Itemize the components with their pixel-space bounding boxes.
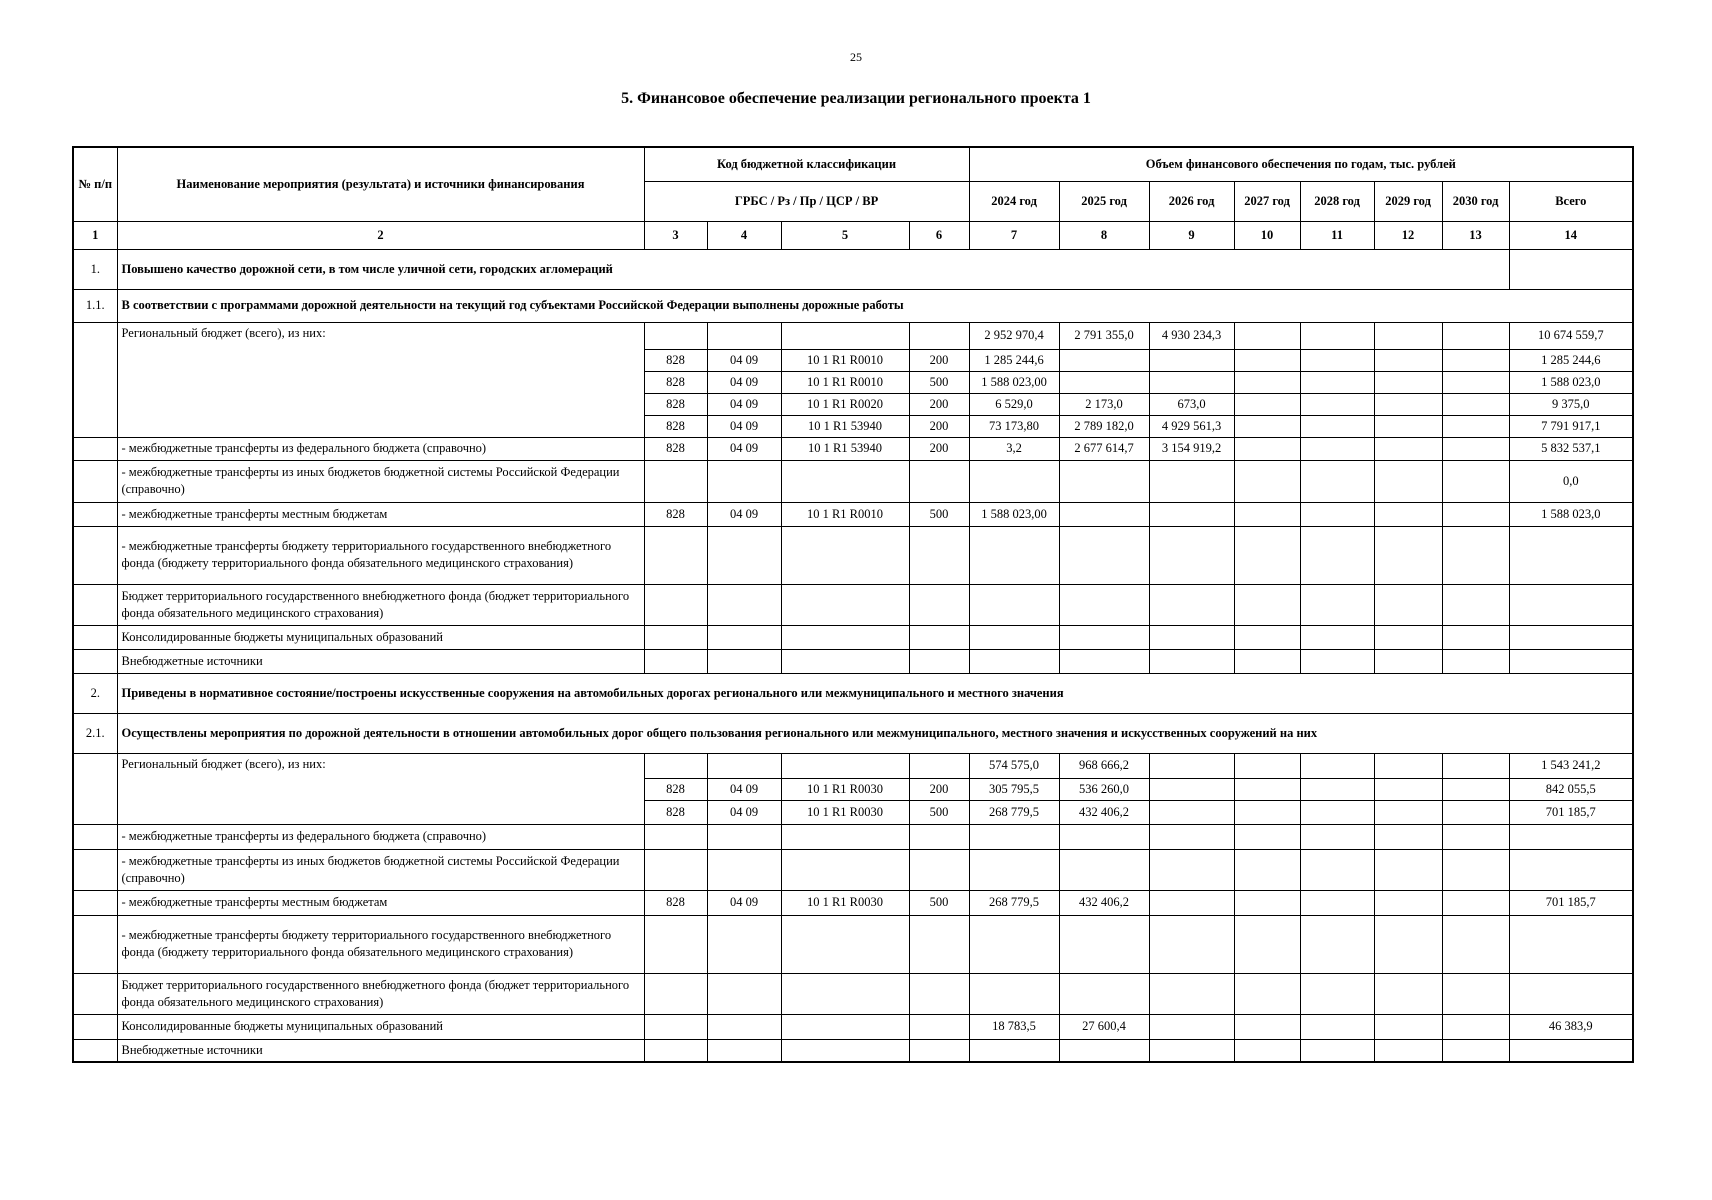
header-code-group: Код бюджетной классификации — [644, 147, 969, 181]
cell-csr: 10 1 R1 53940 — [781, 437, 909, 460]
cell-vr: 500 — [909, 371, 969, 393]
cell-vr: 200 — [909, 415, 969, 437]
col-number: 12 — [1374, 221, 1442, 249]
cell-total: 46 383,9 — [1509, 1014, 1633, 1039]
cell-rz: 04 09 — [707, 393, 781, 415]
col-number: 4 — [707, 221, 781, 249]
cell-total: 0,0 — [1509, 460, 1633, 502]
section-num: 2.1. — [73, 713, 117, 753]
cell-value — [1059, 349, 1149, 371]
cell-grbs: 828 — [644, 502, 707, 526]
section-title: В соответствии с программами дорожной деятельности на текущий год субъектами Российской Федерации выполнены дорожные работы — [117, 289, 1633, 322]
cell-total: 701 185,7 — [1509, 890, 1633, 915]
header-year: 2030 год — [1442, 181, 1509, 221]
cell-value: 2 952 970,4 — [969, 322, 1059, 349]
header-year: 2027 год — [1234, 181, 1300, 221]
cell-rz: 04 09 — [707, 890, 781, 915]
row-label: Внебюджетные источники — [117, 1039, 644, 1062]
col-number: 10 — [1234, 221, 1300, 249]
cell-value: 432 406,2 — [1059, 890, 1149, 915]
cell-grbs: 828 — [644, 349, 707, 371]
cell-rz: 04 09 — [707, 800, 781, 824]
cell-value — [1149, 371, 1234, 393]
cell-grbs: 828 — [644, 393, 707, 415]
cell-grbs: 828 — [644, 800, 707, 824]
table-row — [73, 1014, 1633, 1039]
section-title: Повышено качество дорожной сети, в том числе уличной сети, городских агломераций — [117, 249, 1509, 289]
section-num: 2. — [73, 673, 117, 713]
row-label: Консолидированные бюджеты муниципальных образований — [117, 1014, 644, 1039]
cell-value: 3,2 — [969, 437, 1059, 460]
col-number: 14 — [1509, 221, 1633, 249]
table-row — [73, 1039, 1633, 1062]
header-num: № п/п — [73, 147, 117, 221]
table-row — [73, 322, 1633, 349]
cell-value: 1 285 244,6 — [969, 349, 1059, 371]
cell-rz: 04 09 — [707, 502, 781, 526]
col-number: 2 — [117, 221, 644, 249]
cell-total: 1 285 244,6 — [1509, 349, 1633, 371]
cell-value: 574 575,0 — [969, 753, 1059, 778]
section-row — [73, 289, 1633, 322]
row-label: Региональный бюджет (всего), из них: — [117, 322, 644, 437]
row-label: - межбюджетные трансферты бюджету территориального государственного внебюджетного фонда (бюджету территориального фонда обязательного медицинского страхования) — [117, 915, 644, 973]
row-label: Региональный бюджет (всего), из них: — [117, 753, 644, 824]
cell-vr: 500 — [909, 890, 969, 915]
cell-value: 1 588 023,00 — [969, 502, 1059, 526]
col-number: 8 — [1059, 221, 1149, 249]
cell-grbs: 828 — [644, 371, 707, 393]
cell-total: 842 055,5 — [1509, 778, 1633, 800]
section-row — [73, 713, 1633, 753]
cell-grbs: 828 — [644, 415, 707, 437]
cell-value — [1059, 371, 1149, 393]
row-label: - межбюджетные трансферты из федерального бюджета (справочно) — [117, 824, 644, 849]
row-label: - межбюджетные трансферты из федерального бюджета (справочно) — [117, 437, 644, 460]
cell-total: 5 832 537,1 — [1509, 437, 1633, 460]
col-number: 3 — [644, 221, 707, 249]
col-number: 7 — [969, 221, 1059, 249]
cell-csr: 10 1 R1 R0020 — [781, 393, 909, 415]
page-number: 25 — [850, 50, 862, 64]
cell-value: 27 600,4 — [1059, 1014, 1149, 1039]
cell-csr: 10 1 R1 R0030 — [781, 800, 909, 824]
section-num: 1.1. — [73, 289, 117, 322]
header-code-sub: ГРБС / Рз / Пр / ЦСР / ВР — [644, 181, 969, 221]
cell-rz: 04 09 — [707, 349, 781, 371]
table-row — [73, 753, 1633, 778]
cell-value: 536 260,0 — [1059, 778, 1149, 800]
table-row — [73, 649, 1633, 673]
cell-value: 6 529,0 — [969, 393, 1059, 415]
cell-value — [1149, 349, 1234, 371]
header-year: 2026 год — [1149, 181, 1234, 221]
col-number: 1 — [73, 221, 117, 249]
col-number: 9 — [1149, 221, 1234, 249]
cell-total: 1 588 023,0 — [1509, 502, 1633, 526]
cell-csr: 10 1 R1 R0030 — [781, 890, 909, 915]
cell-grbs: 828 — [644, 890, 707, 915]
row-label: - межбюджетные трансферты местным бюджетам — [117, 502, 644, 526]
cell-value: 73 173,80 — [969, 415, 1059, 437]
cell-value: 1 588 023,00 — [969, 371, 1059, 393]
cell-csr: 10 1 R1 R0010 — [781, 349, 909, 371]
cell-rz: 04 09 — [707, 371, 781, 393]
row-label: - межбюджетные трансферты из иных бюджетов бюджетной системы Российской Федерации (справочно) — [117, 460, 644, 502]
cell-value: 968 666,2 — [1059, 753, 1149, 778]
table-row — [73, 437, 1633, 460]
table-row — [73, 460, 1633, 502]
cell-value: 2 789 182,0 — [1059, 415, 1149, 437]
table-row — [73, 824, 1633, 849]
cell-total: 1 543 241,2 — [1509, 753, 1633, 778]
cell-vr: 200 — [909, 393, 969, 415]
cell-csr: 10 1 R1 53940 — [781, 415, 909, 437]
table-row — [73, 973, 1633, 1014]
cell-value: 268 779,5 — [969, 800, 1059, 824]
cell-value: 18 783,5 — [969, 1014, 1059, 1039]
cell-vr: 500 — [909, 502, 969, 526]
table-row — [73, 915, 1633, 973]
header-total: Всего — [1509, 181, 1633, 221]
table-row — [73, 890, 1633, 915]
cell-value: 3 154 919,2 — [1149, 437, 1234, 460]
row-label: Консолидированные бюджеты муниципальных образований — [117, 625, 644, 649]
header-name: Наименование мероприятия (результата) и источники финансирования — [117, 147, 644, 221]
financing-table — [72, 146, 1634, 1063]
cell-value: 4 929 561,3 — [1149, 415, 1234, 437]
header-volume-group: Объем финансового обеспечения по годам, тыс. рублей — [969, 147, 1633, 181]
cell-value: 432 406,2 — [1059, 800, 1149, 824]
cell-value: 305 795,5 — [969, 778, 1059, 800]
cell-total: 7 791 917,1 — [1509, 415, 1633, 437]
col-number: 5 — [781, 221, 909, 249]
cell-rz: 04 09 — [707, 415, 781, 437]
table-row — [73, 584, 1633, 625]
section-row — [73, 673, 1633, 713]
row-label: Внебюджетные источники — [117, 649, 644, 673]
cell-total: 9 375,0 — [1509, 393, 1633, 415]
col-number: 13 — [1442, 221, 1509, 249]
row-label: - межбюджетные трансферты из иных бюджетов бюджетной системы Российской Федерации (справочно) — [117, 849, 644, 890]
cell-grbs: 828 — [644, 778, 707, 800]
cell-csr: 10 1 R1 R0010 — [781, 502, 909, 526]
cell-csr: 10 1 R1 R0010 — [781, 371, 909, 393]
cell-csr: 10 1 R1 R0030 — [781, 778, 909, 800]
col-number: 11 — [1300, 221, 1374, 249]
cell-vr: 200 — [909, 349, 969, 371]
header-year: 2025 год — [1059, 181, 1149, 221]
cell-grbs: 828 — [644, 437, 707, 460]
cell-vr: 200 — [909, 437, 969, 460]
cell-total: 1 588 023,0 — [1509, 371, 1633, 393]
section-num: 1. — [73, 249, 117, 289]
cell-rz: 04 09 — [707, 437, 781, 460]
header-year: 2029 год — [1374, 181, 1442, 221]
row-label: - межбюджетные трансферты местным бюджетам — [117, 890, 644, 915]
page-title: 5. Финансовое обеспечение реализации регионального проекта 1 — [621, 90, 1091, 107]
header-year: 2028 год — [1300, 181, 1374, 221]
row-label: Бюджет территориального государственного внебюджетного фонда (бюджет территориального фонда обязательного медицинского страхования) — [117, 584, 644, 625]
cell-value: 2 677 614,7 — [1059, 437, 1149, 460]
row-label: - межбюджетные трансферты бюджету территориального государственного внебюджетного фонда (бюджету территориального фонда обязательного медицинского страхования) — [117, 526, 644, 584]
col-number: 6 — [909, 221, 969, 249]
cell-value: 268 779,5 — [969, 890, 1059, 915]
table-row — [73, 526, 1633, 584]
column-numbers-row — [73, 221, 1633, 249]
cell-value: 2 791 355,0 — [1059, 322, 1149, 349]
header-year: 2024 год — [969, 181, 1059, 221]
table-row — [73, 849, 1633, 890]
cell-vr: 200 — [909, 778, 969, 800]
section-title: Приведены в нормативное состояние/построены искусственные сооружения на автомобильных дорогах регионального или межмуниципального и местного значения — [117, 673, 1633, 713]
table-row — [73, 625, 1633, 649]
section-row — [73, 249, 1633, 289]
cell-vr: 500 — [909, 800, 969, 824]
cell-rz: 04 09 — [707, 778, 781, 800]
cell-total: 701 185,7 — [1509, 800, 1633, 824]
cell-total: 10 674 559,7 — [1509, 322, 1633, 349]
cell-value: 4 930 234,3 — [1149, 322, 1234, 349]
table-row — [73, 502, 1633, 526]
section-title: Осуществлены мероприятия по дорожной деятельности в отношении автомобильных дорог общего пользования регионального или межмуниципального, местного значения и искусственных сооружений на них — [117, 713, 1633, 753]
cell-value: 2 173,0 — [1059, 393, 1149, 415]
cell-value: 673,0 — [1149, 393, 1234, 415]
row-label: Бюджет территориального государственного внебюджетного фонда (бюджет территориального фонда обязательного медицинского страхования) — [117, 973, 644, 1014]
